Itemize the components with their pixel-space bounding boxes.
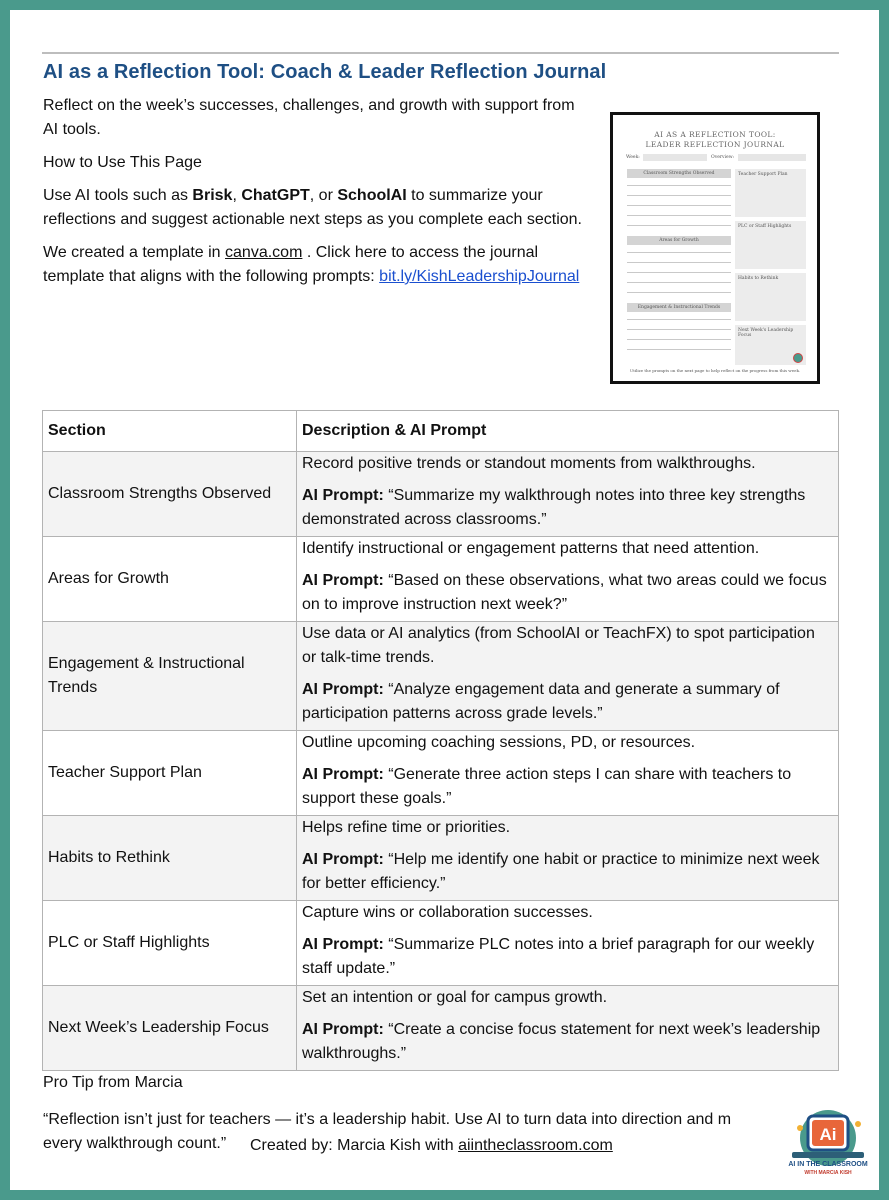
row-description-cell <box>297 986 839 1071</box>
row-prompt <box>302 933 833 981</box>
row-description-cell <box>297 452 839 537</box>
header-description: Description & AI Prompt <box>297 411 839 452</box>
row-description: Identify instructional or engagement patterns that need attention. <box>302 540 760 557</box>
tools-sep2: , or <box>309 187 338 204</box>
prompt-text: “Analyze engagement data and generate a summary of participation patterns across grade levels.” <box>302 681 780 722</box>
credit-line <box>250 1137 613 1155</box>
row-section: Next Week’s Leadership Focus <box>43 986 297 1071</box>
thumbnail-box-focus-label: Next Week's Leadership Focus <box>738 328 794 338</box>
table-row <box>43 537 839 622</box>
prompt-text: “Based on these observations, what two areas could we focus on to improve instruction next week?” <box>302 572 827 613</box>
top-divider <box>42 52 839 54</box>
row-prompt <box>302 848 833 896</box>
thumbnail-title-line2: LEADER REFLECTION JOURNAL <box>645 140 785 149</box>
table-row <box>43 816 839 901</box>
tool-chatgpt: ChatGPT <box>241 187 310 204</box>
journal-template-link[interactable]: bit.ly/KishLeadershipJournal <box>379 268 580 285</box>
how-to-heading: How to Use This Page <box>43 154 202 171</box>
logo-line1: AI IN THE CLASSROOM <box>788 1161 868 1168</box>
row-description: Helps refine time or priorities. <box>302 819 511 836</box>
row-section: Areas for Growth <box>43 537 297 622</box>
tools-pre: Use AI tools such as <box>43 187 193 204</box>
thumbnail-box-plc <box>735 221 806 269</box>
credit-link[interactable]: aiintheclassroom.com <box>458 1137 613 1154</box>
thumbnail-box-habits <box>735 273 806 321</box>
intro-section <box>43 94 588 298</box>
prompt-label: AI Prompt: <box>302 681 384 698</box>
row-prompt <box>302 678 833 726</box>
table-row <box>43 986 839 1071</box>
thumbnail-box-plc-label: PLC or Staff Highlights <box>738 224 792 229</box>
row-section: PLC or Staff Highlights <box>43 901 297 986</box>
logo-mark: Ai <box>819 1125 837 1144</box>
table-row <box>43 731 839 816</box>
prompt-text: “Help me identify one habit or practice to minimize next week for better efficiency.” <box>302 851 820 892</box>
row-description-cell <box>297 537 839 622</box>
journal-template-thumbnail <box>610 112 820 384</box>
tool-brisk: Brisk <box>192 187 233 204</box>
prompt-label: AI Prompt: <box>302 766 384 783</box>
tools-post: to summarize your reflections and suggest actionable next steps as you complete each section. <box>43 187 582 228</box>
row-description: Record positive trends or standout moments from walkthroughs. <box>302 455 756 472</box>
page-title: AI as a Reflection Tool: Coach & Leader Reflection Journal <box>43 61 607 83</box>
prompt-text: “Create a concise focus statement for next week’s leadership walkthroughs.” <box>302 1021 821 1062</box>
template-mid: . Click here to access the journal template that aligns with the following prompts: <box>43 244 539 285</box>
table-row <box>43 901 839 986</box>
row-description: Outline upcoming coaching sessions, PD, or resources. <box>302 734 696 751</box>
prompt-text: “Summarize my walkthrough notes into three key strengths demonstrated across classrooms.” <box>302 487 806 528</box>
thumbnail-title <box>613 130 817 150</box>
intro-text: Reflect on the week’s successes, challenges, and growth with support from AI tools. <box>43 97 575 138</box>
thumbnail-overview-label: Overview: <box>711 155 735 160</box>
prompt-label: AI Prompt: <box>302 936 384 953</box>
thumbnail-week-label: Week: <box>626 155 640 160</box>
row-description-cell <box>297 816 839 901</box>
thumbnail-section-strengths: Classroom Strengths Observed <box>627 169 731 178</box>
thumbnail-footer: Utilize the prompts on the next page to help reflect on the progress from this week. <box>629 368 801 373</box>
row-section: Engagement & Instructional Trends <box>43 622 297 731</box>
row-description-cell <box>297 901 839 986</box>
thumbnail-box-support <box>735 169 806 217</box>
pro-tip-title: Pro Tip from Marcia <box>43 1074 183 1091</box>
prompt-label: AI Prompt: <box>302 1021 384 1038</box>
row-section: Classroom Strengths Observed <box>43 452 297 537</box>
credit-text: Created by: Marcia Kish with <box>250 1137 459 1154</box>
logo-line2: WITH MARCIA KISH <box>804 1170 852 1176</box>
tools-paragraph <box>43 184 588 232</box>
row-prompt <box>302 569 833 617</box>
prompt-text: “Generate three action steps I can share with teachers to support these goals.” <box>302 766 792 807</box>
thumbnail-overview-field <box>738 154 806 161</box>
template-paragraph <box>43 241 588 289</box>
tool-schoolai: SchoolAI <box>337 187 407 204</box>
thumbnail-box-habits-label: Habits to Rethink <box>738 276 779 281</box>
pro-tip-quote-line1: “Reflection isn’t just for teachers — it’s a leadership habit. Use AI to turn data into direction and m <box>43 1111 732 1128</box>
row-prompt <box>302 1018 833 1066</box>
prompt-label: AI Prompt: <box>302 487 384 504</box>
thumbnail-logo-icon <box>793 353 803 363</box>
row-prompt <box>302 763 833 811</box>
row-section: Habits to Rethink <box>43 816 297 901</box>
row-description: Use data or AI analytics (from SchoolAI or TeachFX) to spot participation or talk-time trends. <box>302 625 815 666</box>
thumbnail-box-support-label: Teacher Support Plan <box>738 172 788 177</box>
row-description: Capture wins or collaboration successes. <box>302 904 593 921</box>
prompt-text: “Summarize PLC notes into a brief paragraph for our weekly staff update.” <box>302 936 815 977</box>
row-description-cell <box>297 731 839 816</box>
row-description: Set an intention or goal for campus growth. <box>302 989 608 1006</box>
prompt-label: AI Prompt: <box>302 572 384 589</box>
table-row <box>43 452 839 537</box>
tools-sep1: , <box>232 187 242 204</box>
pro-tip-quote-line2: every walkthrough count.” <box>43 1135 227 1152</box>
thumbnail-week-field <box>643 154 707 161</box>
table-header-row <box>43 411 839 452</box>
thumbnail-title-line1: AI AS A REFLECTION TOOL: <box>654 130 776 139</box>
row-section: Teacher Support Plan <box>43 731 297 816</box>
thumbnail-section-growth: Areas for Growth <box>627 236 731 245</box>
template-pre: We created a template in <box>43 244 226 261</box>
prompt-label: AI Prompt: <box>302 851 384 868</box>
thumbnail-section-engagement: Engagement & Instructional Trends <box>627 303 731 312</box>
row-description-cell <box>297 622 839 731</box>
row-prompt <box>302 484 833 532</box>
header-section: Section <box>43 411 297 452</box>
canva-link[interactable]: canva.com <box>225 244 303 261</box>
reflection-table <box>42 410 839 1071</box>
logo-text <box>776 1161 880 1177</box>
table-row <box>43 622 839 731</box>
